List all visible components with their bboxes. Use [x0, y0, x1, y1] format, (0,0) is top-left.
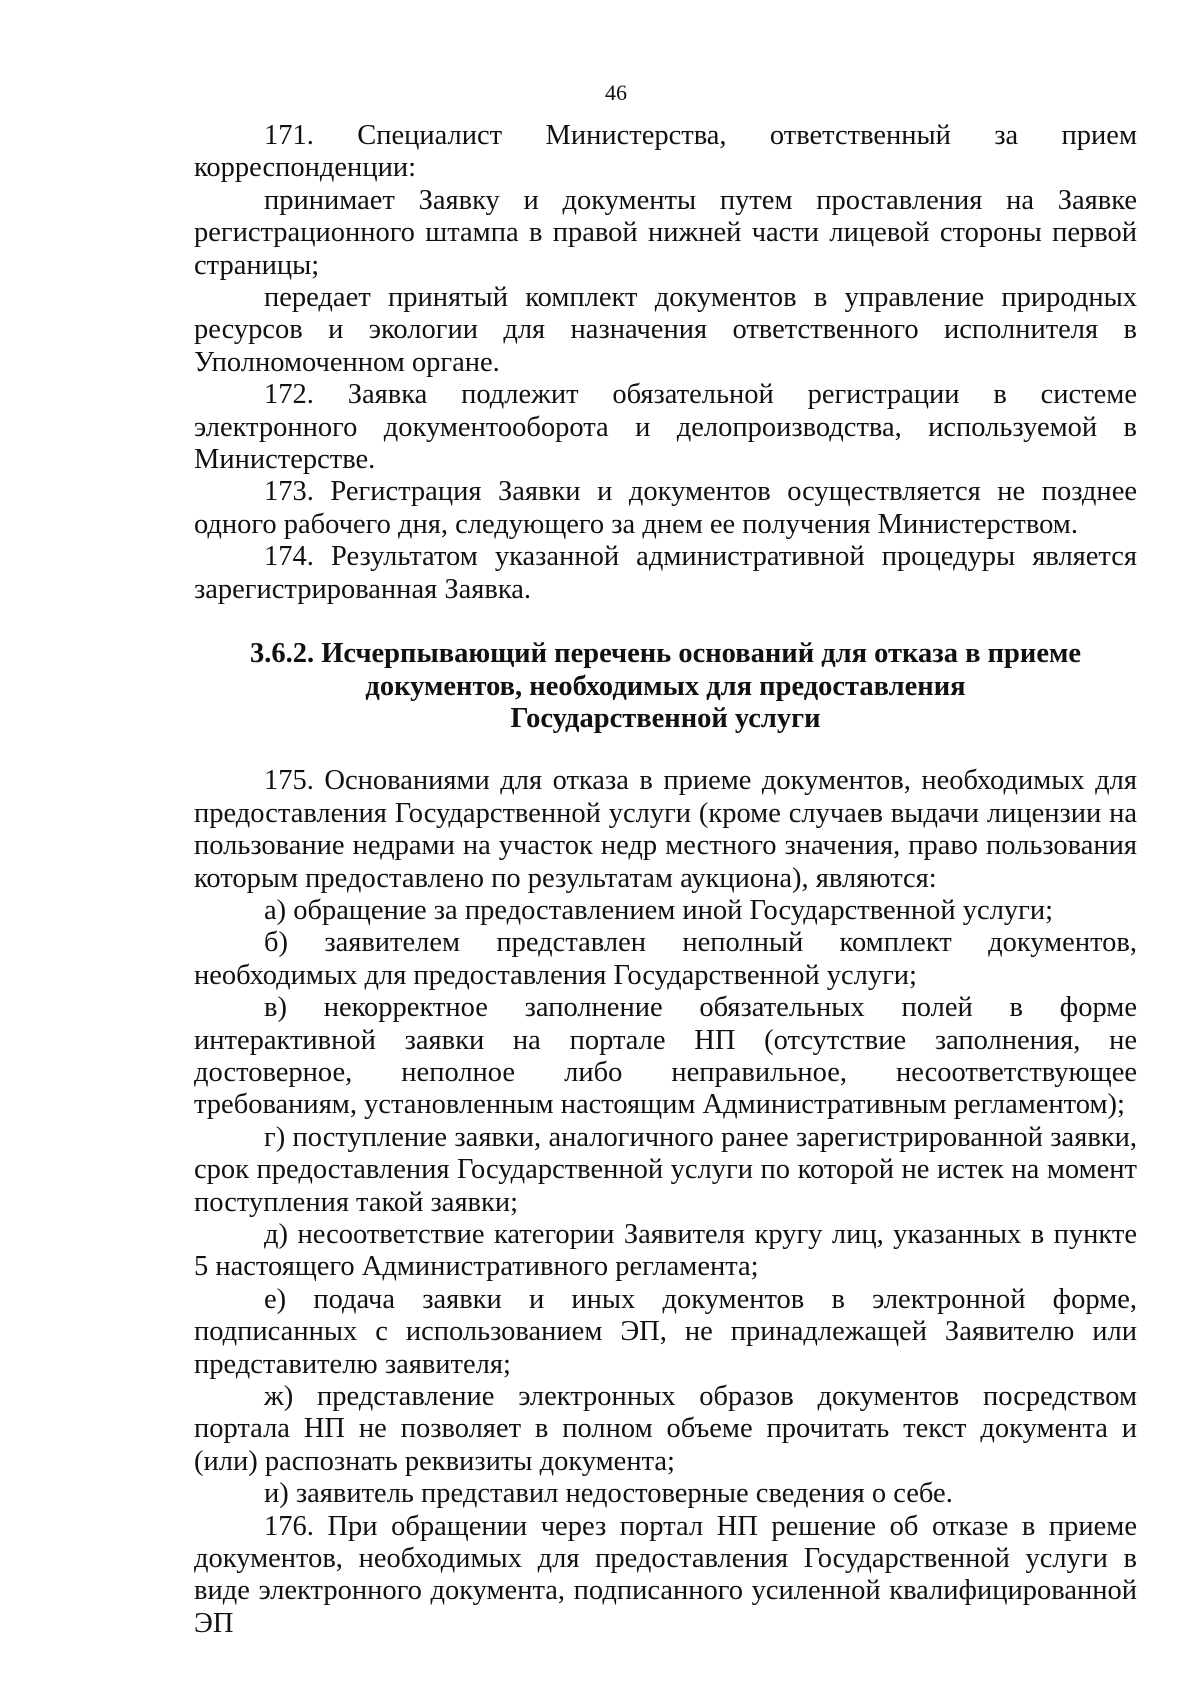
paragraph-171-item-1: принимает Заявку и документы путем проставления на Заявке регистрационного штампа в правой нижней части лицевой стороны первой страницы;	[194, 184, 1137, 281]
paragraph-176: 176. При обращении через портал НП решение об отказе в приеме документов, необходимых для предоставления Государственной услуги в виде электронного документа, подписанного усиленной квалифицированной ЭП	[194, 1510, 1137, 1639]
paragraph-175: 175. Основаниями для отказа в приеме документов, необходимых для предоставления Государственной услуги (кроме случаев выдачи лицензии на пользование недрами на участок недр местного значения, право пользования которым предоставлено по результатам аукциона), являются:	[194, 765, 1137, 894]
list-item-d: д) несоответствие категории Заявителя кругу лиц, указанных в пункте 5 настоящего Административного регламента;	[194, 1219, 1137, 1283]
paragraph-171-item-2: передает принятый комплект документов в управление природных ресурсов и экологии для назначения ответственного исполнителя в Уполномоченном органе.	[194, 282, 1137, 378]
section-heading-line-1: 3.6.2. Исчерпывающий перечень оснований для отказа в приеме	[249, 638, 1082, 670]
list-item-i: и) заявитель представил недостоверные сведения о себе.	[264, 1478, 953, 1510]
list-item-zh: ж) представление электронных образов документов посредством портала НП не позволяет в полном объеме прочитать текст документа и (или) распознать реквизиты документа;	[194, 1381, 1137, 1477]
section-heading-line-3: Государственной услуги	[510, 702, 821, 734]
paragraph-172: 172. Заявка подлежит обязательной регистрации в системе электронного документооборота и делопроизводства, используемой в Министерстве.	[194, 379, 1137, 476]
paragraph-171: 171. Специалист Министерства, ответственный за прием корреспонденции:	[194, 120, 1137, 184]
document-body	[194, 120, 1137, 1640]
section-heading	[194, 638, 1137, 735]
paragraph-174: 174. Результатом указанной административной процедуры является зарегистрированная Заявка.	[194, 541, 1137, 605]
list-item-b: б) заявителем представлен неполный комплект документов, необходимых для предоставления Государственной услуги;	[194, 927, 1137, 991]
list-item-e: е) подача заявки и иных документов в электронной форме, подписанных с использованием ЭП, не принадлежащей Заявителю или представителю заявителя;	[194, 1283, 1137, 1380]
list-item-v: в) некорректное заполнение обязательных полей в форме интерактивной заявки на портале НП (отсутствие заполнения, не достоверное, неполное либо неправильное, несоответствующее требованиям, установленным настоящим Административным регламентом);	[194, 992, 1137, 1121]
list-item-a: а) обращение за предоставлением иной Государственной услуги;	[264, 894, 1054, 926]
paragraph-173: 173. Регистрация Заявки и документов осуществляется не позднее одного рабочего дня, следующего за днем ее получения Министерством.	[194, 476, 1137, 540]
page-number: 46	[605, 80, 627, 105]
list-item-g: г) поступление заявки, аналогичного ранее зарегистрированной заявки, срок предоставления Государственной услуги по которой не истек на момент поступления такой заявки;	[194, 1121, 1137, 1218]
section-heading-line-2: документов, необходимых для предоставления	[365, 670, 966, 702]
